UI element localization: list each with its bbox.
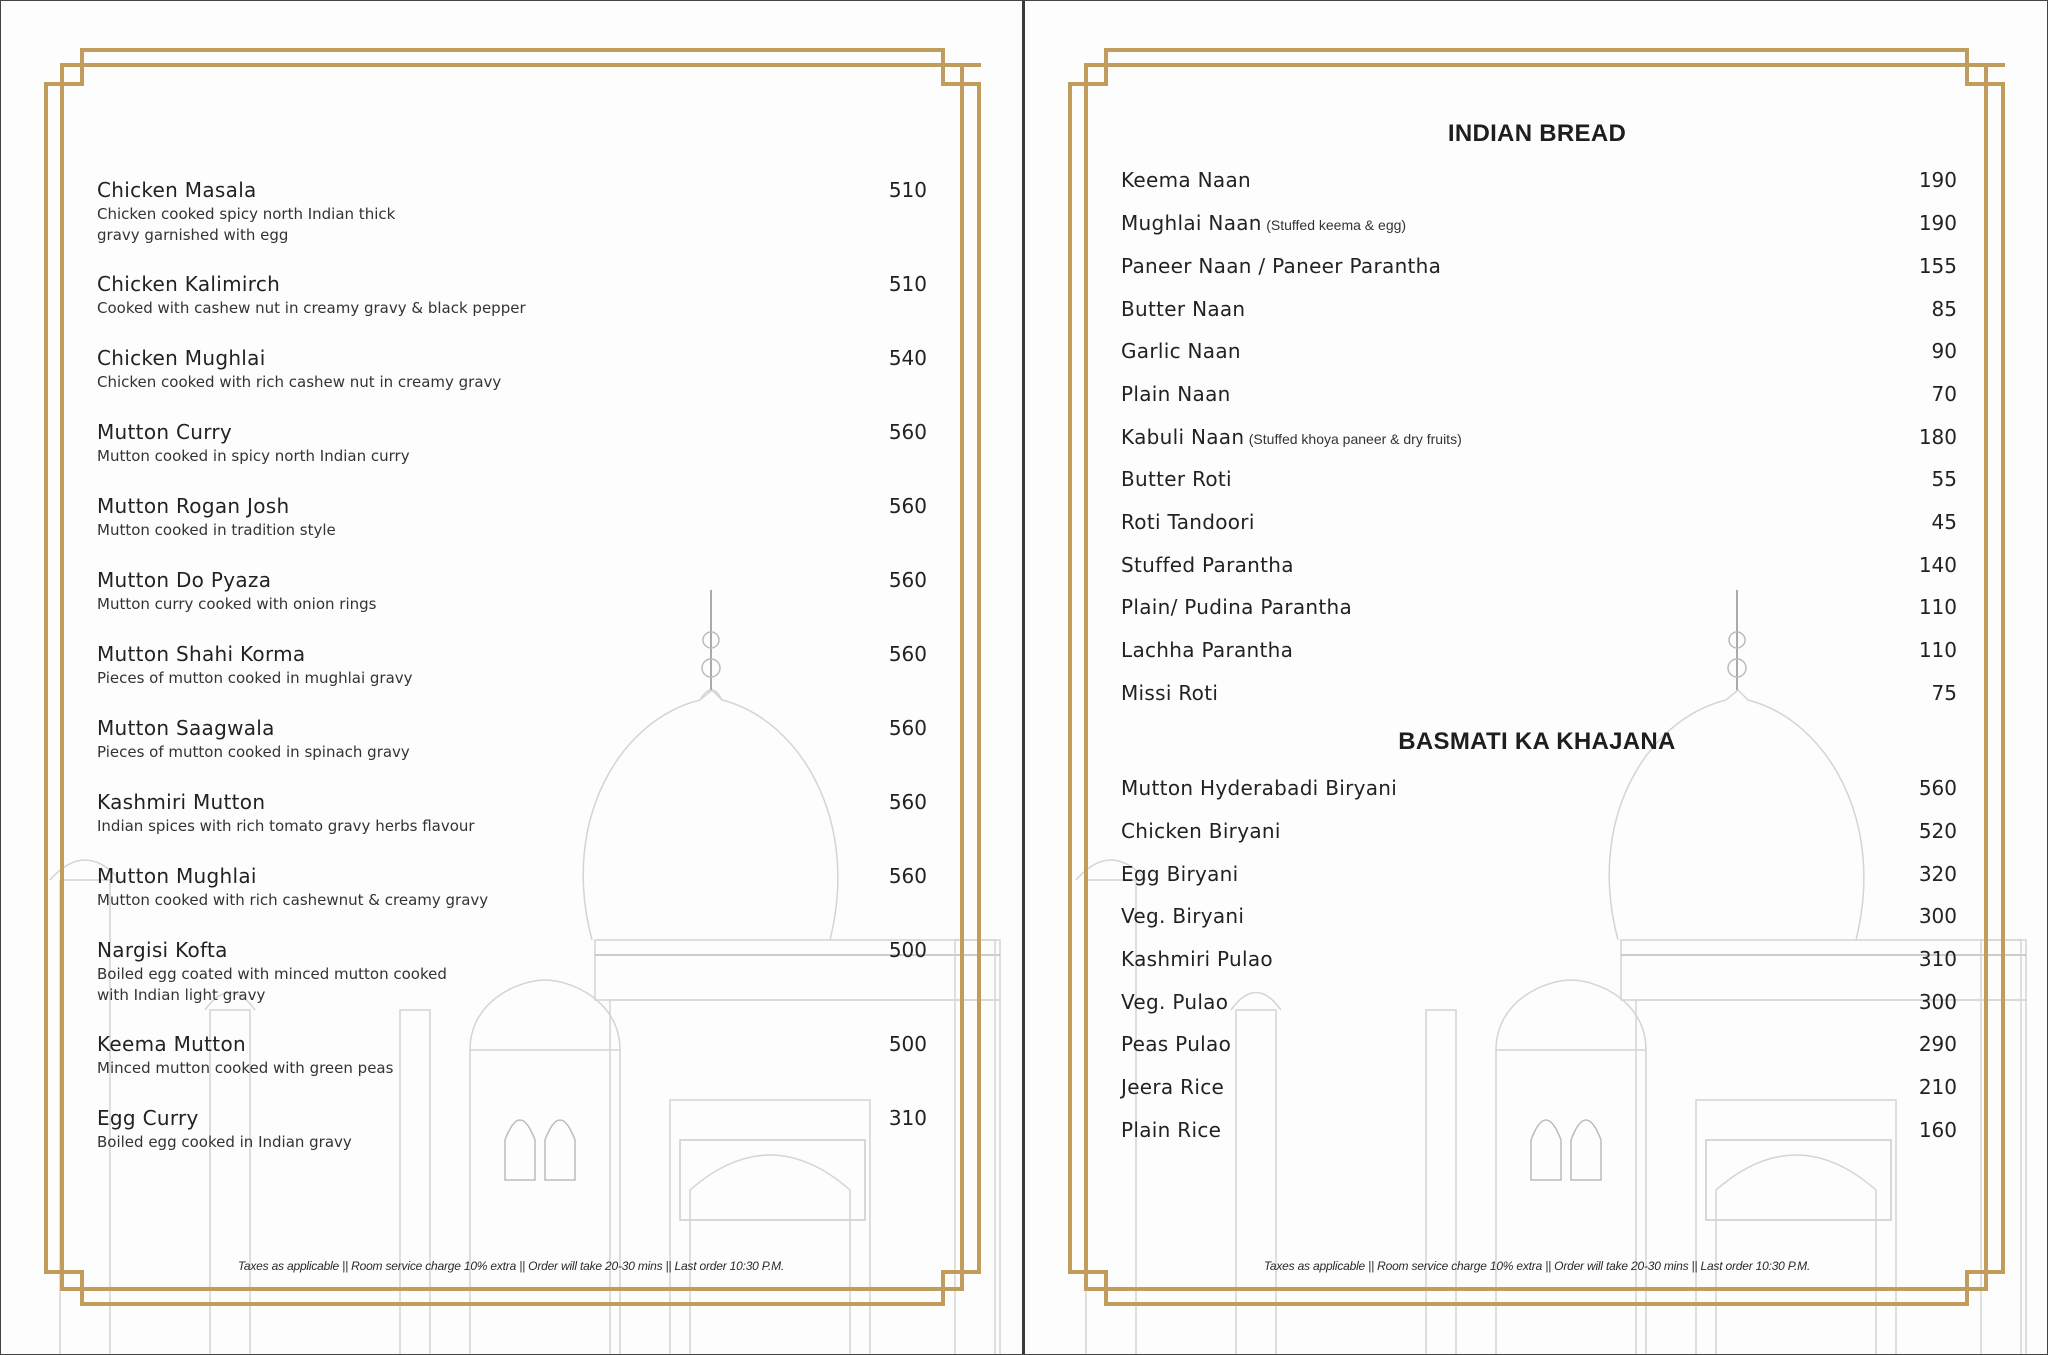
item-price: 560 <box>888 568 927 592</box>
item-description: Indian spices with rich tomato gravy herbs flavour <box>97 817 475 835</box>
page-divider <box>1022 0 1025 1355</box>
item-description: Boiled egg coated with minced mutton cooked with Indian light gravy <box>97 965 447 1004</box>
item-name: Keema Mutton <box>97 1032 246 1056</box>
menu-item <box>1121 467 1957 491</box>
item-price: 320 <box>1918 862 1957 886</box>
menu-item <box>97 494 927 541</box>
item-price: 310 <box>888 1106 927 1130</box>
menu-page-left <box>0 0 1022 1355</box>
item-price: 70 <box>1931 382 1957 406</box>
section-title-indian-bread: INDIAN BREAD <box>1447 120 1627 147</box>
menu-page-right <box>1026 0 2048 1355</box>
frame-top-outer <box>1106 48 1968 52</box>
menu-item <box>1121 1075 1957 1099</box>
item-name: Mutton Rogan Josh <box>97 494 290 518</box>
item-price: 160 <box>1918 1118 1957 1142</box>
item-name: Jeera Rice <box>1121 1075 1225 1099</box>
menu-item <box>97 420 927 467</box>
menu-item <box>97 716 927 763</box>
item-name: Chicken Mughlai <box>97 346 266 370</box>
item-price: 500 <box>888 938 927 962</box>
item-price: 560 <box>888 864 927 888</box>
frame-right-inner <box>1984 63 1988 1291</box>
item-description: Mutton cooked in spicy north Indian curry <box>97 447 410 465</box>
menu-item <box>97 346 927 393</box>
menu-item <box>1121 254 1957 278</box>
item-name: Lachha Parantha <box>1121 638 1294 662</box>
item-name: Mughlai Naan <box>1121 211 1262 235</box>
item-name: Chicken Kalimirch <box>97 272 281 296</box>
menu-item <box>1121 990 1957 1014</box>
menu-item <box>1121 904 1957 928</box>
item-price: 190 <box>1918 211 1957 235</box>
item-name: Paneer Naan / Paneer Parantha <box>1121 254 1442 278</box>
menu-item <box>97 178 927 246</box>
menu-item <box>1121 510 1957 534</box>
item-price: 500 <box>888 1032 927 1056</box>
item-price: 560 <box>888 790 927 814</box>
item-description: Minced mutton cooked with green peas <box>97 1059 394 1077</box>
item-price: 300 <box>1918 990 1957 1014</box>
item-name: Plain/ Pudina Parantha <box>1121 595 1353 619</box>
item-name: Roti Tandoori <box>1121 510 1255 534</box>
item-name: Mutton Mughlai <box>97 864 257 888</box>
item-name: Plain Naan <box>1121 382 1231 406</box>
item-price: 45 <box>1931 510 1957 534</box>
frame-left-inner <box>60 63 64 1291</box>
item-price: 210 <box>1918 1075 1957 1099</box>
menu-item <box>1121 947 1957 971</box>
menu-item <box>97 568 927 615</box>
item-price: 540 <box>888 346 927 370</box>
item-name: Plain Rice <box>1121 1118 1222 1142</box>
item-name: Mutton Curry <box>97 420 233 444</box>
frame-corner-tl-h <box>44 82 84 86</box>
frame-left-inner <box>1084 63 1088 1291</box>
item-name: Egg Biryani <box>1121 862 1239 886</box>
item-description: Chicken cooked spicy north Indian thick gravy garnished with egg <box>97 205 396 244</box>
item-price: 90 <box>1931 339 1957 363</box>
frame-corner-tl-v <box>1104 48 1108 85</box>
item-price: 560 <box>1918 776 1957 800</box>
item-name: Butter Naan <box>1121 297 1246 321</box>
menu-item <box>97 864 927 911</box>
frame-bottom-outer <box>1104 1302 1969 1306</box>
menu-item <box>1121 1118 1957 1142</box>
menu-item <box>97 1106 927 1153</box>
frame-top-inner <box>1086 63 2005 67</box>
item-name: Garlic Naan <box>1121 339 1241 363</box>
item-name: Egg Curry <box>97 1106 199 1130</box>
item-price: 85 <box>1931 297 1957 321</box>
frame-corner-br-v <box>1965 1270 1969 1306</box>
frame-corner-bl-v <box>80 1270 84 1306</box>
frame-right-outer <box>2001 82 2005 1274</box>
taj-mahal-sketch-icon <box>1026 0 2048 1355</box>
item-name: Veg. Pulao <box>1121 990 1229 1014</box>
item-name: Chicken Biryani <box>1121 819 1281 843</box>
item-description: Pieces of mutton cooked in mughlai gravy <box>97 669 413 687</box>
item-price: 75 <box>1931 681 1957 705</box>
menu-item <box>1121 819 1957 843</box>
menu-item <box>1121 168 1957 192</box>
item-description: Cooked with cashew nut in creamy gravy & black pepper <box>97 299 526 317</box>
menu-item <box>1121 339 1957 363</box>
item-name: Peas Pulao <box>1121 1032 1232 1056</box>
item-name: Stuffed Parantha <box>1121 553 1294 577</box>
item-name: Kashmiri Mutton <box>97 790 266 814</box>
item-price: 560 <box>888 716 927 740</box>
item-price: 560 <box>888 494 927 518</box>
item-description: Chicken cooked with rich cashew nut in creamy gravy <box>97 373 502 391</box>
item-description: Mutton cooked with rich cashewnut & creamy gravy <box>97 891 489 909</box>
menu-item <box>1121 776 1957 800</box>
menu-item <box>1121 595 1957 619</box>
menu-item <box>1121 638 1957 662</box>
item-name: Butter Roti <box>1121 467 1232 491</box>
item-name: Veg. Biryani <box>1121 904 1245 928</box>
frame-top-inner <box>62 63 981 67</box>
frame-top-outer <box>82 48 944 52</box>
item-price: 300 <box>1918 904 1957 928</box>
item-price: 520 <box>1918 819 1957 843</box>
menu-item <box>1121 382 1957 406</box>
menu-item <box>1121 681 1957 705</box>
item-name: Nargisi Kofta <box>97 938 228 962</box>
item-price: 155 <box>1918 254 1957 278</box>
item-price: 110 <box>1918 595 1957 619</box>
menu-item <box>97 642 927 689</box>
item-description: Mutton cooked in tradition style <box>97 521 336 539</box>
frame-bottom-outer <box>80 1302 945 1306</box>
frame-corner-tr-v <box>941 48 945 85</box>
item-price: 310 <box>1918 947 1957 971</box>
menu-item <box>1121 297 1957 321</box>
menu-item <box>97 938 927 1006</box>
item-name: Missi Roti <box>1121 681 1219 705</box>
menu-item <box>1121 425 1957 449</box>
item-price: 510 <box>888 178 927 202</box>
menu-item <box>1121 1032 1957 1056</box>
item-name: Mutton Saagwala <box>97 716 275 740</box>
frame-corner-tl-h <box>1068 82 1108 86</box>
item-description: Pieces of mutton cooked in spinach gravy <box>97 743 410 761</box>
menu-item <box>97 272 927 319</box>
frame-corner-tr-v <box>1965 48 1969 85</box>
item-price: 290 <box>1918 1032 1957 1056</box>
item-price: 560 <box>888 642 927 666</box>
item-name: Kabuli Naan <box>1121 425 1245 449</box>
frame-corner-tl-v <box>80 48 84 85</box>
item-name: Mutton Shahi Korma <box>97 642 306 666</box>
footer-note: Taxes as applicable || Room service charge 10% extra || Order will take 20-30 mins || Last order 10:30 P.M. <box>1263 1259 1811 1273</box>
item-description: Boiled egg cooked in Indian gravy <box>97 1133 352 1151</box>
frame-corner-bl-v <box>1104 1270 1108 1306</box>
item-price: 180 <box>1918 425 1957 449</box>
item-price: 140 <box>1918 553 1957 577</box>
item-name: Chicken Masala <box>97 178 257 202</box>
item-price: 110 <box>1918 638 1957 662</box>
menu-item <box>97 790 927 837</box>
item-note: (Stuffed khoya paneer & dry fruits) <box>1248 431 1462 447</box>
frame-left-outer <box>1068 82 1072 1274</box>
frame-right-outer <box>977 82 981 1274</box>
footer-note: Taxes as applicable || Room service charge 10% extra || Order will take 20-30 mins || Last order 10:30 P.M. <box>237 1259 785 1273</box>
frame-left-outer <box>44 82 48 1274</box>
item-price: 560 <box>888 420 927 444</box>
menu-item <box>1121 211 1957 235</box>
item-price: 55 <box>1931 467 1957 491</box>
frame-right-inner <box>960 63 964 1291</box>
item-name: Kashmiri Pulao <box>1121 947 1273 971</box>
menu-item <box>1121 862 1957 886</box>
item-name: Keema Naan <box>1121 168 1251 192</box>
menu-item <box>1121 553 1957 577</box>
frame-bottom-inner <box>1084 1287 1988 1291</box>
menu-item <box>97 1032 927 1079</box>
item-note: (Stuffed keema & egg) <box>1266 217 1407 233</box>
item-name: Mutton Hyderabadi Biryani <box>1121 776 1398 800</box>
item-name: Mutton Do Pyaza <box>97 568 272 592</box>
item-price: 510 <box>888 272 927 296</box>
section-title-basmati: BASMATI KA KHAJANA <box>1398 728 1676 755</box>
item-description: Mutton curry cooked with onion rings <box>97 595 377 613</box>
frame-corner-br-v <box>941 1270 945 1306</box>
frame-bottom-inner <box>60 1287 964 1291</box>
item-price: 190 <box>1918 168 1957 192</box>
